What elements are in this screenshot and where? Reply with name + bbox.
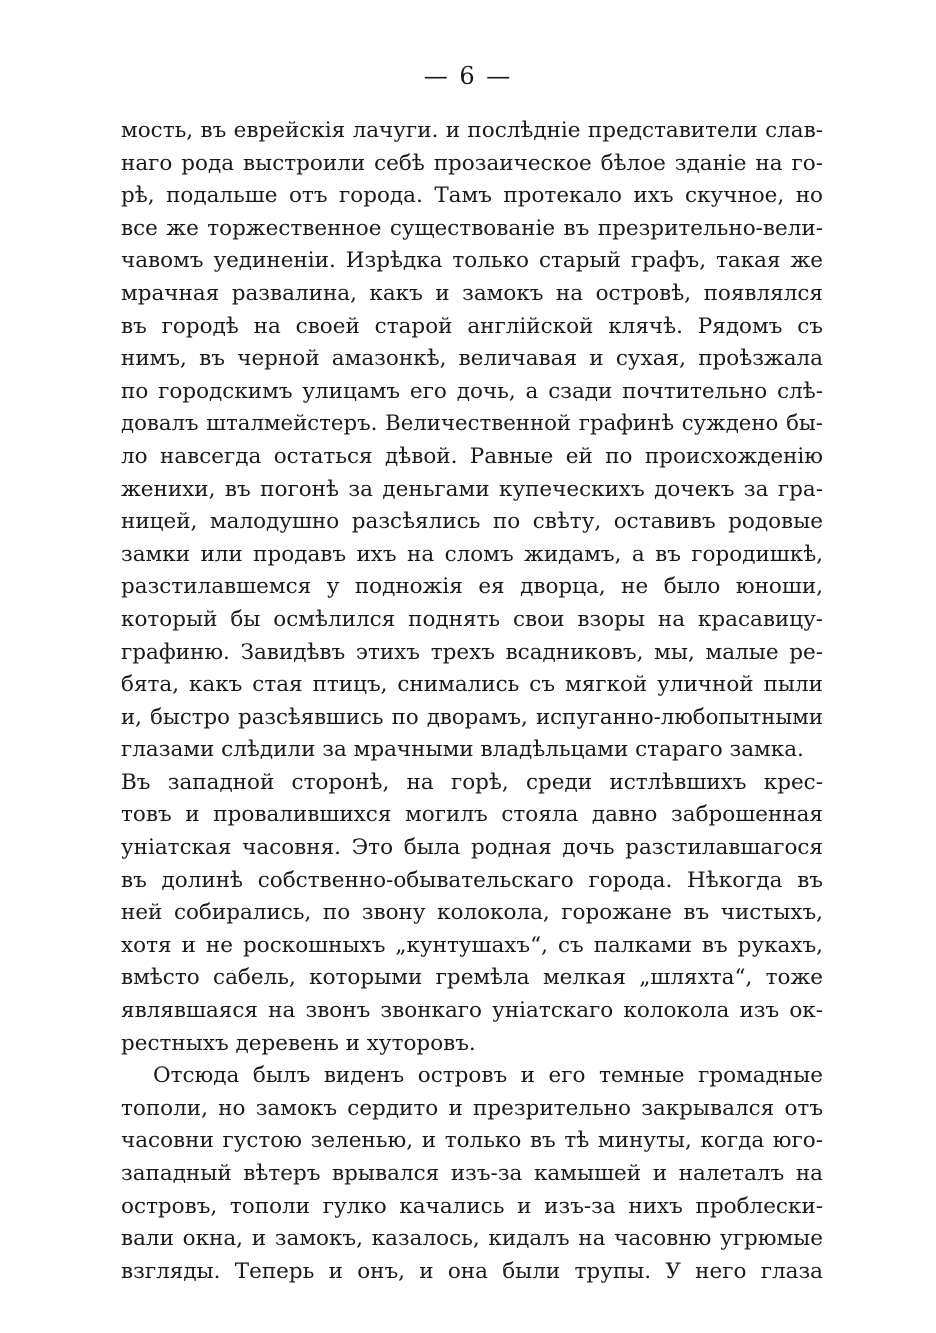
text-line: вмѣсто сабель, которыми гремѣла мелкая „шляхта“, тоже [121, 965, 823, 991]
text-line: ницей, малодушно разсѣялись по свѣту, оставивъ родовые [121, 509, 823, 535]
text-line: Отсюда былъ виденъ островъ и его темные громадные [153, 1063, 823, 1089]
text-line: взгляды. Теперь и онъ, и она были трупы. У него глаза [121, 1258, 823, 1284]
text-line: разстилавшемся у подножія ея дворца, не было юноши, [121, 574, 823, 600]
body-text [121, 115, 823, 1288]
text-line: мрачная развалина, какъ и замокъ на островѣ, появлялся [121, 280, 823, 306]
text-line: все же торжественное существованіе въ презрительно-вели- [121, 215, 823, 241]
text-line: островъ, тополи гулко качались и изъ-за нихъ проблески- [121, 1193, 823, 1219]
text-line: нимъ, въ черной амазонкѣ, величавая и сухая, проѣзжала [121, 346, 823, 372]
paragraph [121, 115, 823, 767]
text-line: въ долинѣ собственно-обывательскаго города. Нѣкогда въ [121, 867, 823, 893]
text-line: и, быстро разсѣявшись по дворамъ, испуганно-любопытными [121, 704, 823, 730]
text-line: уніатская часовня. Это была родная дочь разстилавшагося [121, 835, 823, 861]
text-line: Въ западной сторонѣ, на горѣ, среди истлѣвшихъ крес- [121, 769, 823, 795]
paragraph [121, 1060, 823, 1288]
text-line: довалъ шталмейстеръ. Величественной графинѣ суждено бы- [121, 411, 823, 437]
text-line: являвшаяся на звонъ звонкаго уніатскаго колокола изъ ок- [121, 998, 823, 1024]
text-line: рестныхъ деревень и хуторовъ. [121, 1030, 476, 1056]
text-line: въ городѣ на своей старой англійской клячѣ. Рядомъ съ [121, 313, 823, 339]
text-line: графиню. Завидѣвъ этихъ трехъ всадниковъ, мы, малые ре- [121, 639, 823, 665]
text-line: замки или продавъ ихъ на сломъ жидамъ, а въ городишкѣ, [121, 541, 823, 567]
text-line: тополи, но замокъ сердито и презрительно закрывался отъ [121, 1095, 823, 1121]
text-line: рѣ, подальше отъ города. Тамъ протекало ихъ скучное, но [121, 183, 823, 209]
text-line: товъ и провалившихся могилъ стояла давно заброшенная [121, 802, 823, 828]
page-number: — 6 — [423, 62, 513, 90]
text-line: который бы осмѣлился поднять свои взоры на красавицу- [121, 606, 823, 632]
text-line: чавомъ уединеніи. Изрѣдка только старый графъ, такая же [121, 248, 823, 274]
text-line: ней собирались, по звону колокола, горожане въ чистыхъ, [121, 900, 823, 926]
text-line: ло навсегда остаться дѣвой. Равные ей по происхожденію [121, 443, 823, 469]
paragraph [121, 767, 823, 1060]
text-line: глазами слѣдили за мрачными владѣльцами стараго замка. [121, 737, 804, 763]
text-line: часовни густою зеленью, и только въ тѣ минуты, когда юго- [121, 1128, 823, 1154]
text-line: хотя и не роскошныхъ „кунтушахъ“, съ палками въ рукахъ, [121, 932, 823, 958]
text-line: мость, въ еврейскія лачуги. и послѣдніе представители слав- [121, 118, 823, 143]
text-line: бята, какъ стая птицъ, снимались съ мягкой уличной пыли [121, 672, 823, 698]
text-line: наго рода выстроили себѣ прозаическое бѣлое зданіе на го- [121, 150, 823, 176]
text-line: западный вѣтеръ врывался изъ-за камышей и налеталъ на [121, 1161, 823, 1186]
text-line: вали окна, и замокъ, казалось, кидалъ на часовню угрюмые [121, 1226, 823, 1252]
text-line: по городскимъ улицамъ его дочь, а сзади почтительно слѣ- [121, 378, 823, 404]
text-line: женихи, въ погонѣ за деньгами купеческихъ дочекъ за гра- [121, 476, 823, 502]
